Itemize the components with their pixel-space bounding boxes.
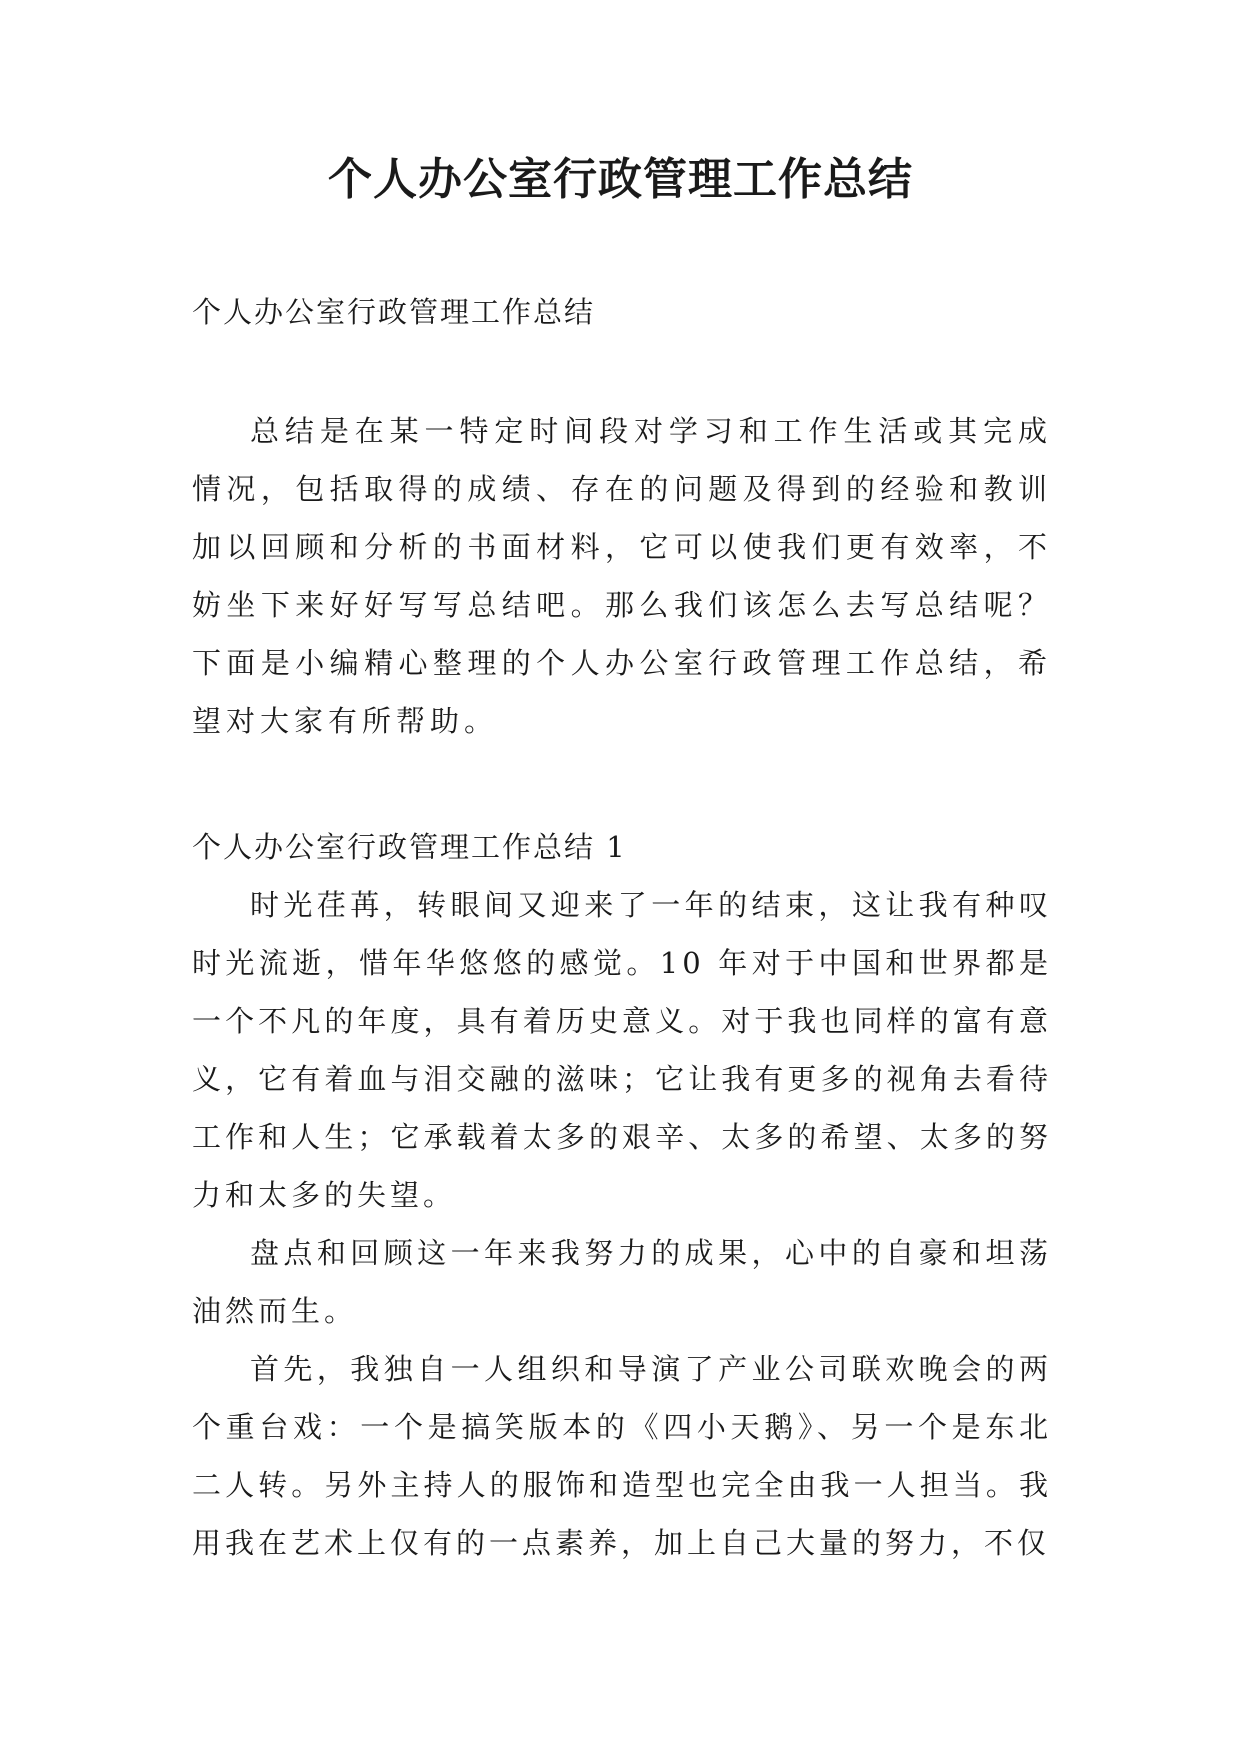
section-1-heading: 个人办公室行政管理工作总结 1 bbox=[192, 830, 627, 864]
document-title: 个人办公室行政管理工作总结 bbox=[328, 154, 913, 205]
intro-section bbox=[192, 402, 1052, 750]
section-1 bbox=[192, 818, 1052, 1572]
intro-paragraph: 总结是在某一特定时间段对学习和工作生活或其完成情况，包括取得的成绩、存在的问题及得到的经验和教训加以回顾和分析的书面材料，它可以使我们更有效率，不妨坐下来好好写写总结吧。那么我们该怎么去写总结呢？下面是小编精心整理的个人办公室行政管理工作总结，希望对大家有所帮助。 bbox=[192, 414, 1052, 738]
section-1-paragraph-1: 时光荏苒，转眼间又迎来了一年的结束，这让我有种叹时光流逝，惜年华悠悠的感觉。10 年对于中国和世界都是一个不凡的年度，具有着历史意义。对于我也同样的富有意义，它有着血与泪交融的滋味；它让我有更多的视角去看待工作和人生；它承载着太多的艰辛、太多的希望、太多的努力和太多的失望。 bbox=[192, 888, 1052, 1212]
section-1-paragraph-3: 首先，我独自一人组织和导演了产业公司联欢晚会的两个重台戏：一个是搞笑版本的《四小天鹅》、另一个是东北二人转。另外主持人的服饰和造型也完全由我一人担当。我用我在艺术上仅有的一点素养，加上自己大量的努力，不仅 bbox=[192, 1352, 1052, 1560]
section-1-paragraph-2: 盘点和回顾这一年来我努力的成果，心中的自豪和坦荡油然而生。 bbox=[192, 1236, 1052, 1328]
document-subtitle: 个人办公室行政管理工作总结 bbox=[192, 295, 596, 329]
